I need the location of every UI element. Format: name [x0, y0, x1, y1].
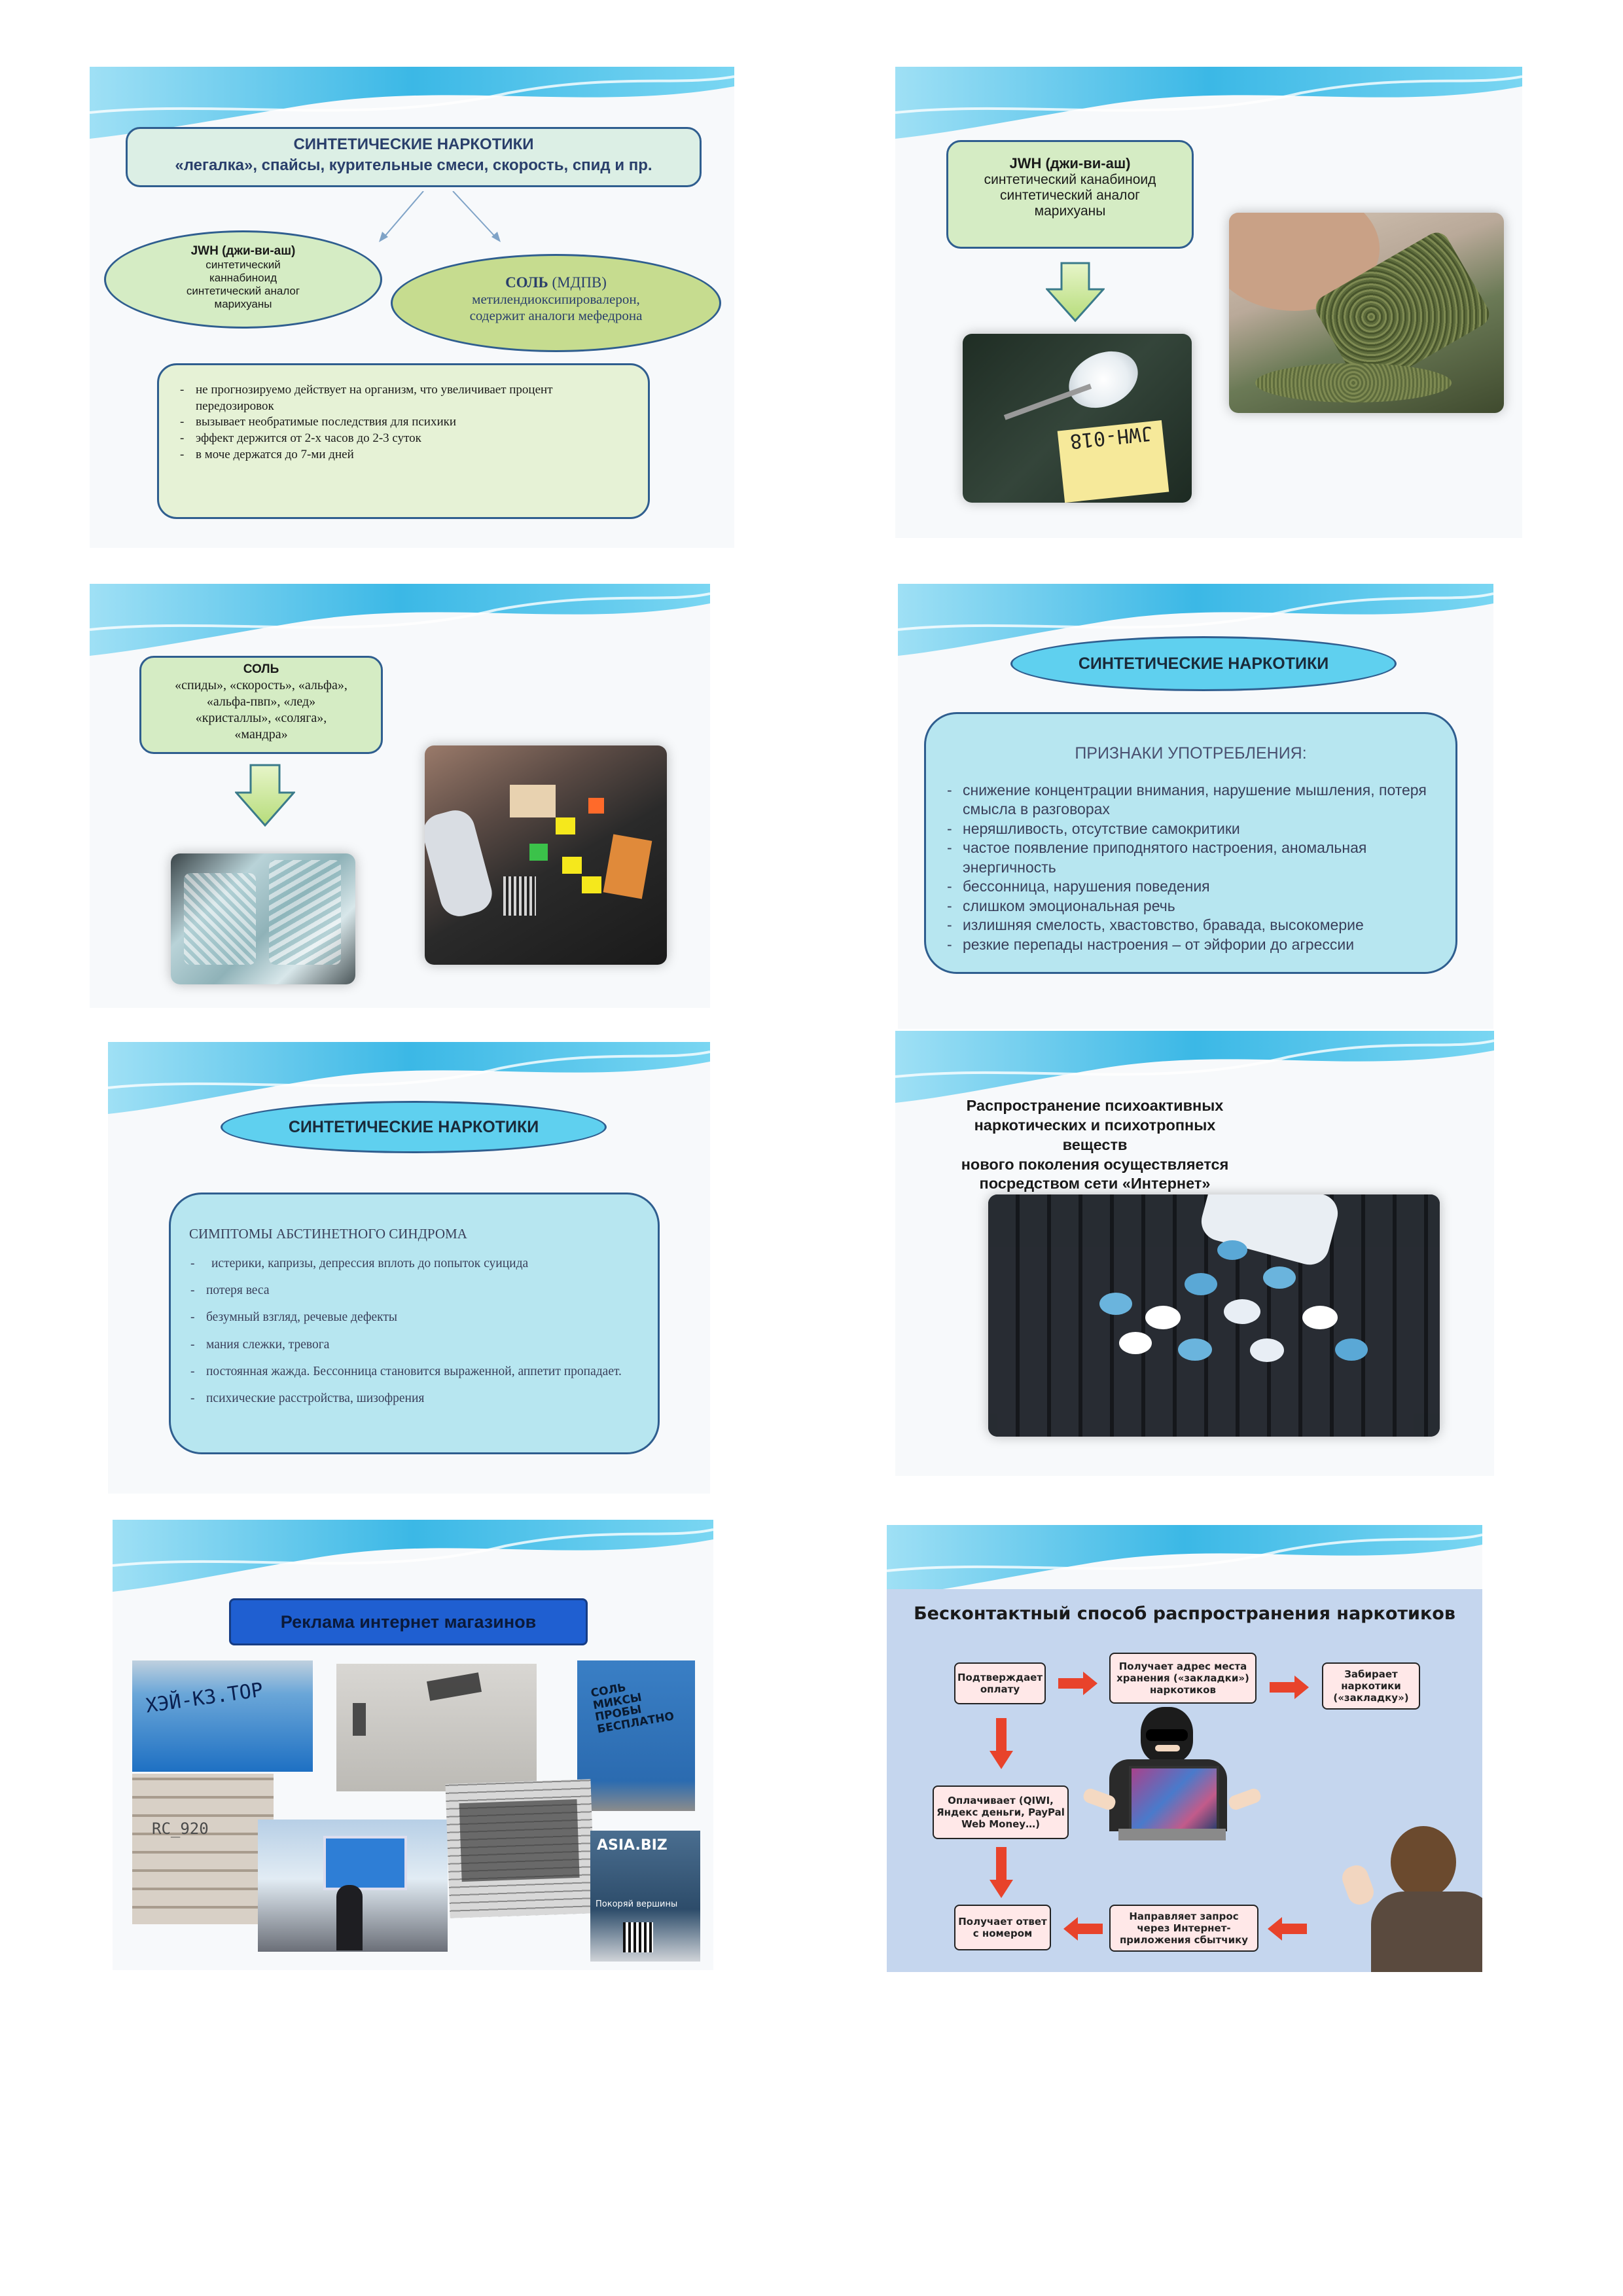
step-send-request: Направляет запрос через Интернет-приложения сбытчику	[1109, 1905, 1258, 1952]
wave-decoration	[90, 584, 710, 662]
step-receive-answer: Получает ответ с номером	[954, 1905, 1051, 1950]
slide-sol	[90, 584, 710, 1008]
slide-title: Бесконтактный способ распространения наркотиков	[914, 1604, 1455, 1624]
slide-title: СИНТЕТИЧЕСКИЕ НАРКОТИКИ	[293, 135, 534, 153]
symptom-item: - безумный взгляд, речевые дефекты	[189, 1304, 641, 1331]
sample-label: JWH-018	[1069, 421, 1154, 453]
slide-contactless	[887, 1525, 1482, 1972]
effects-list	[179, 382, 628, 463]
graffiti-pallet-photo	[132, 1774, 274, 1924]
symptom-item	[189, 1250, 641, 1277]
wave-decoration	[895, 67, 1522, 145]
sol-abbr: (МДПВ)	[552, 274, 607, 291]
internet-line: наркотических и психотропных веществ	[974, 1116, 1216, 1153]
graffiti-text: RC_920	[152, 1820, 209, 1838]
slide-jwh	[895, 67, 1522, 538]
slide-title: Реклама интернет магазинов	[280, 1612, 537, 1632]
arrow-right-icon	[1058, 1670, 1099, 1696]
boy-illustration	[1338, 1820, 1482, 1972]
ads-title-button	[229, 1598, 588, 1645]
jwh-ellipse	[104, 230, 382, 329]
newspaper-ads-photo	[445, 1779, 595, 1918]
sign-item: - частое появление приподнятого настроения, аномальная энергичность	[946, 838, 1436, 877]
ad-brand: ASIA.BIZ	[597, 1837, 668, 1854]
sol-title: СОЛЬ	[243, 662, 279, 676]
signs-box	[924, 712, 1457, 974]
sol-line: «мандра»	[234, 726, 288, 742]
graffiti-door-photo	[336, 1664, 537, 1791]
slide-synthetic-overview	[90, 67, 734, 548]
sol-line: «кристаллы», «соляга»,	[195, 710, 327, 725]
internet-line: Распространение психоактивных	[966, 1097, 1224, 1114]
symptom-item: - постоянная жажда. Бессонница становится выраженной, аппетит пропадает.	[189, 1358, 641, 1385]
sol-heading	[393, 274, 719, 291]
arrow-right-icon	[1270, 1674, 1310, 1700]
slide-signs	[898, 584, 1493, 1029]
sign-item: - снижение концентрации внимания, нарушение мышления, потеря смысла в разговорах	[946, 781, 1436, 819]
slide-title: СИНТЕТИЧЕСКИЕ НАРКОТИКИ	[1078, 655, 1329, 673]
dealer-laptop-illustration	[1083, 1700, 1260, 1864]
symptoms-box	[169, 1193, 660, 1454]
internet-line: нового поколения осуществляется	[961, 1155, 1229, 1173]
billboard-photo	[258, 1820, 448, 1952]
graffiti-text: СОЛЬ МИКСЫ ПРОБЫ БЕСПЛАТНО	[590, 1681, 675, 1736]
graffiti-text: ХЭЙ-КЗ.ТОР	[144, 1678, 265, 1718]
effect-item: - вызывает необратимые последствия для психики	[179, 414, 628, 431]
signs-subhead: ПРИЗНАКИ УПОТРЕБЛЕНИЯ:	[1075, 744, 1307, 762]
jwh-line: каннабиноид	[209, 272, 277, 284]
internet-line: посредством сети «Интернет»	[979, 1175, 1211, 1193]
sign-item: - излишняя смелость, хвастовство, бравада, высокомерие	[946, 916, 1436, 935]
jwh-sample-photo	[963, 334, 1192, 503]
connector-arrows	[345, 191, 522, 250]
jwh-line: синтетический аналог	[186, 285, 300, 297]
title-box	[126, 127, 702, 187]
sol-ellipse	[391, 254, 721, 352]
sign-item: - неряшливость, отсутствие самокритики	[946, 819, 1436, 838]
signs-list	[946, 781, 1436, 954]
title-pill	[1010, 636, 1397, 691]
arrow-left-icon	[1062, 1916, 1103, 1942]
symptom-text: истерики, капризы, депрессия вплоть до попыток суицида	[211, 1256, 529, 1270]
pills-keyboard-photo	[988, 1194, 1440, 1437]
step-pickup: Забирает наркотики («закладку»)	[1322, 1662, 1420, 1710]
effect-item: - не прогнозируемо действует на организм, что увеличивает процент передозировок	[179, 382, 628, 414]
effect-item: - в моче держатся до 7-ми дней	[179, 447, 628, 463]
jwh-line: синтетический	[205, 259, 281, 271]
symptom-item: - психические расстройства, шизофрения	[189, 1385, 641, 1412]
crystals-photo	[171, 853, 355, 984]
arrow-down-icon	[988, 1847, 1014, 1899]
down-arrow-icon	[1046, 262, 1105, 322]
asia-biz-ad-photo	[590, 1831, 700, 1962]
title-pill	[221, 1101, 607, 1153]
symptoms-subhead: СИМПТОМЫ АБСТИНЕТНОГО СИНДРОМА	[189, 1226, 467, 1242]
slide-ads	[113, 1520, 713, 1970]
sign-item: - слишком эмоциональная речь	[946, 897, 1436, 916]
slide-withdrawal	[108, 1042, 710, 1494]
symptom-item: - потеря веса	[189, 1277, 641, 1304]
sol-box	[139, 656, 383, 754]
slide-subtitle: «легалка», спайсы, курительные смеси, скорость, спид и пр.	[175, 156, 652, 174]
jwh-title: JWH (джи-ви-аш)	[190, 244, 296, 258]
jwh-box	[946, 140, 1194, 249]
arrow-left-icon	[1266, 1916, 1307, 1942]
arrow-down-icon	[988, 1718, 1014, 1770]
effect-item: - эффект держится от 2-х часов до 2-3 суток	[179, 431, 628, 447]
symptoms-list	[189, 1250, 641, 1412]
herbal-mix-photo	[1229, 213, 1504, 413]
slide-internet	[895, 1031, 1494, 1476]
step-pay: Оплачивает (QIWI, Яндекс деньги, PayPal Web Money…)	[933, 1785, 1069, 1839]
ad-slogan: Покоряй вершины	[596, 1899, 678, 1909]
sol-line: содержит аналоги мефедрона	[469, 308, 643, 323]
jwh-line: синтетический аналог	[1000, 188, 1140, 203]
sol-line: «альфа-пвп», «лед»	[206, 694, 316, 709]
sol-line: «спиды», «скорость», «альфа»,	[175, 677, 348, 692]
jwh-line: марихуаны	[1034, 204, 1106, 219]
wave-decoration	[113, 1520, 713, 1598]
effects-box	[157, 363, 650, 519]
step-receive-address: Получает адрес места хранения («закладки») наркотиков	[1109, 1653, 1257, 1704]
down-arrow-icon	[235, 764, 295, 827]
sign-item: - бессонница, нарушения поведения	[946, 877, 1436, 896]
sol-line: метилендиоксипировалерон,	[472, 291, 640, 307]
jwh-title: JWH (джи-ви-аш)	[1009, 155, 1131, 171]
graffiti-bench-photo	[132, 1660, 313, 1772]
sign-item: - резкие перепады настроения – от эйфории до агрессии	[946, 935, 1436, 954]
seized-packets-photo	[425, 745, 667, 965]
internet-text	[941, 1096, 1249, 1194]
jwh-line: марихуаны	[214, 298, 272, 310]
sol-title: СОЛЬ	[505, 274, 548, 291]
symptom-item: - мания слежки, тревога	[189, 1331, 641, 1358]
step-confirm-payment: Подтверждает оплату	[954, 1662, 1046, 1704]
slide-title: СИНТЕТИЧЕСКИЕ НАРКОТИКИ	[288, 1118, 539, 1136]
jwh-line: синтетический канабиноид	[984, 172, 1156, 187]
graffiti-wall-photo	[577, 1660, 695, 1811]
